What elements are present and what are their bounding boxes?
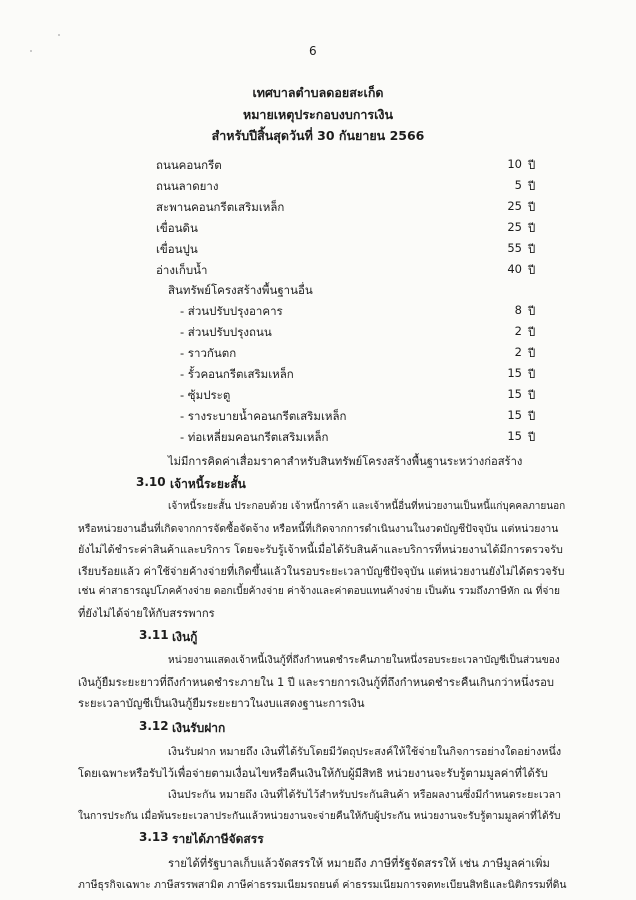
asset-unit: ปี (528, 221, 536, 235)
asset-years: 15 (507, 387, 522, 401)
asset-years: 25 (507, 199, 522, 213)
asset-unit: ปี (528, 325, 536, 339)
paragraph-line: โดยเฉพาะหรือรับไว้เพื่อจ่ายตามเงื่อนไขหรือคืนเงินให้กับผู้มีสิทธิ หน่วยงานจะรับรู้ตามมูลค่าที่ได้รับ (78, 767, 548, 780)
paragraph-line: ที่ยังไม่ได้จ่ายให้กับสรรพากร (78, 607, 215, 620)
asset-years: 55 (507, 241, 522, 255)
asset-years: 15 (507, 366, 522, 380)
depreciation-note: ไม่มีการคิดค่าเสื่อมราคาสำหรับสินทรัพย์โครงสร้างพื้นฐานระหว่างก่อสร้าง (168, 455, 523, 468)
asset-years: 2 (514, 324, 522, 338)
paragraph-line: เรียบร้อยแล้ว ค่าใช้จ่ายค้างจ่ายที่เกิดขึ้นแล้วในรอบระยะเวลาบัญชีปัจจุบัน แต่หน่วยงานยังไม่ได้ตรวจรับ (78, 565, 565, 578)
asset-unit: ปี (528, 200, 536, 214)
asset-unit: ปี (528, 409, 536, 423)
asset-label: - ส่วนปรับปรุงอาคาร (180, 304, 283, 318)
scan-speck (58, 34, 60, 36)
asset-years: 10 (507, 157, 522, 171)
paragraph-line: เงินประกัน หมายถึง เงินที่ได้รับไว้สำหรับประกันสินค้า หรือผลงานซึ่งมีกำหนดระยะเวลา (168, 789, 562, 801)
asset-label: ถนนคอนกรีต (156, 158, 222, 172)
section-title: รายได้ภาษีจัดสรร (172, 832, 264, 846)
section-number: 3.10 (136, 475, 166, 489)
asset-label: - รั้วคอนกรีตเสริมเหล็ก (180, 367, 294, 381)
asset-label: - รางระบายน้ำคอนกรีตเสริมเหล็ก (180, 409, 347, 423)
section-number: 3.12 (139, 719, 169, 733)
paragraph-line: เงินรับฝาก หมายถึง เงินที่ได้รับโดยมีวัตถุประสงค์ให้ใช้จ่ายในกิจการอย่างใดอย่างหนึ่ง (168, 745, 562, 758)
paragraph-line: เงินกู้ยืมระยะยาวที่ถึงกำหนดชำระภายใน 1 ปี และรายการเงินกู้ที่ถึงกำหนดชำระคืนเกินกว่าหนึ่งรอบ (78, 676, 554, 689)
paragraph-line: ระยะเวลาบัญชีเป็นเงินกู้ยืมระยะยาวในงบแสดงฐานะการเงิน (78, 697, 365, 710)
asset-years: 8 (514, 303, 522, 317)
asset-label: - ราวกันตก (180, 346, 237, 360)
asset-label: - ซุ้มประตู (180, 388, 231, 402)
asset-label: - ส่วนปรับปรุงถนน (180, 325, 272, 339)
asset-unit: ปี (528, 158, 536, 172)
asset-label: อ่างเก็บน้ำ (156, 263, 208, 277)
asset-label: สะพานคอนกรีตเสริมเหล็ก (156, 200, 285, 214)
asset-label: ถนนลาดยาง (156, 179, 219, 193)
asset-years: 2 (514, 345, 522, 359)
asset-years: 25 (507, 220, 522, 234)
paragraph-line: หรือหน่วยงานอื่นที่เกิดจากการจัดซื้อจัดจ้าง หรือหนี้ที่เกิดจากการดำเนินงานในงวดบัญชีปัจจุบัน แต่หน่วยงาน (78, 523, 559, 535)
asset-years: 5 (514, 178, 522, 192)
paragraph-line: เจ้าหนี้ระยะสั้น ประกอบด้วย เจ้าหนี้การค้า และเจ้าหนี้อื่นที่หน่วยงานเป็นหนี้แก่บุคคลภายนอก (168, 501, 566, 512)
asset-unit: ปี (528, 263, 536, 277)
paragraph-line: ยังไม่ได้ชำระค่าสินค้าและบริการ โดยจะรับรู้เจ้าหนี้เมื่อได้รับสินค้าและบริการที่หน่วยงานได้มีการตรวจรับ (78, 543, 563, 556)
asset-unit: ปี (528, 179, 536, 193)
paragraph-line: เช่น ค่าสาธารณูปโภคค้างจ่าย ดอกเบี้ยค้างจ่าย ค่าจ้างและค่าตอบแทนค้างจ่าย เป็นต้น รวมถึงภาษีหัก ณ ที่จ่าย (78, 586, 561, 597)
asset-unit: ปี (528, 346, 536, 360)
period-title: สำหรับปีสิ้นสุดวันที่ 30 กันยายน 2566 (211, 128, 425, 143)
section-number: 3.13 (139, 830, 169, 844)
doc-title: หมายเหตุประกอบงบการเงิน (242, 107, 394, 122)
section-number: 3.11 (139, 628, 169, 642)
page-number: 6 (309, 44, 317, 58)
org-title: เทศบาลตำบลดอยสะเก็ด (252, 85, 384, 100)
paragraph-line: รายได้ที่รัฐบาลเก็บแล้วจัดสรรให้ หมายถึง ภาษีที่รัฐจัดสรรให้ เช่น ภาษีมูลค่าเพิ่ม (168, 857, 550, 870)
asset-label: เขื่อนปูน (156, 242, 198, 256)
asset-years: 15 (507, 429, 522, 443)
asset-years: 40 (507, 262, 522, 276)
paragraph-line: ภาษีธุรกิจเฉพาะ ภาษีสรรพสามิต ภาษีค่าธรรมเนียมรถยนต์ ค่าธรรมเนียมการจดทะเบียนสิทธิและนิติกรรมที่ดิน (78, 879, 567, 891)
asset-unit: ปี (528, 388, 536, 402)
paragraph-line: หน่วยงานแสดงเจ้าหนี้เงินกู้ที่ถึงกำหนดชำระคืนภายในหนึ่งรอบระยะเวลาบัญชีเป็นส่วนของ (168, 655, 560, 666)
scan-speck (30, 50, 32, 52)
asset-unit: ปี (528, 304, 536, 318)
paragraph-line: ในการประกัน เมื่อพ้นระยะเวลาประกันแล้วหน่วยงานจะจ่ายคืนให้กับผู้ประกัน หน่วยงานจะรับรู้ตามมูลค่าที่ได้รับ (78, 811, 561, 822)
asset-years: 15 (507, 408, 522, 422)
asset-label: - ท่อเหลี่ยมคอนกรีตเสริมเหล็ก (180, 430, 329, 444)
section-title: เงินรับฝาก (172, 721, 226, 735)
asset-unit: ปี (528, 430, 536, 444)
section-title: เจ้าหนี้ระยะสั้น (170, 477, 246, 491)
asset-unit: ปี (528, 242, 536, 256)
asset-label: เขื่อนดิน (156, 221, 198, 235)
asset-group-title: สินทรัพย์โครงสร้างพื้นฐานอื่น (168, 283, 313, 297)
asset-unit: ปี (528, 367, 536, 381)
section-title: เงินกู้ (172, 630, 198, 644)
